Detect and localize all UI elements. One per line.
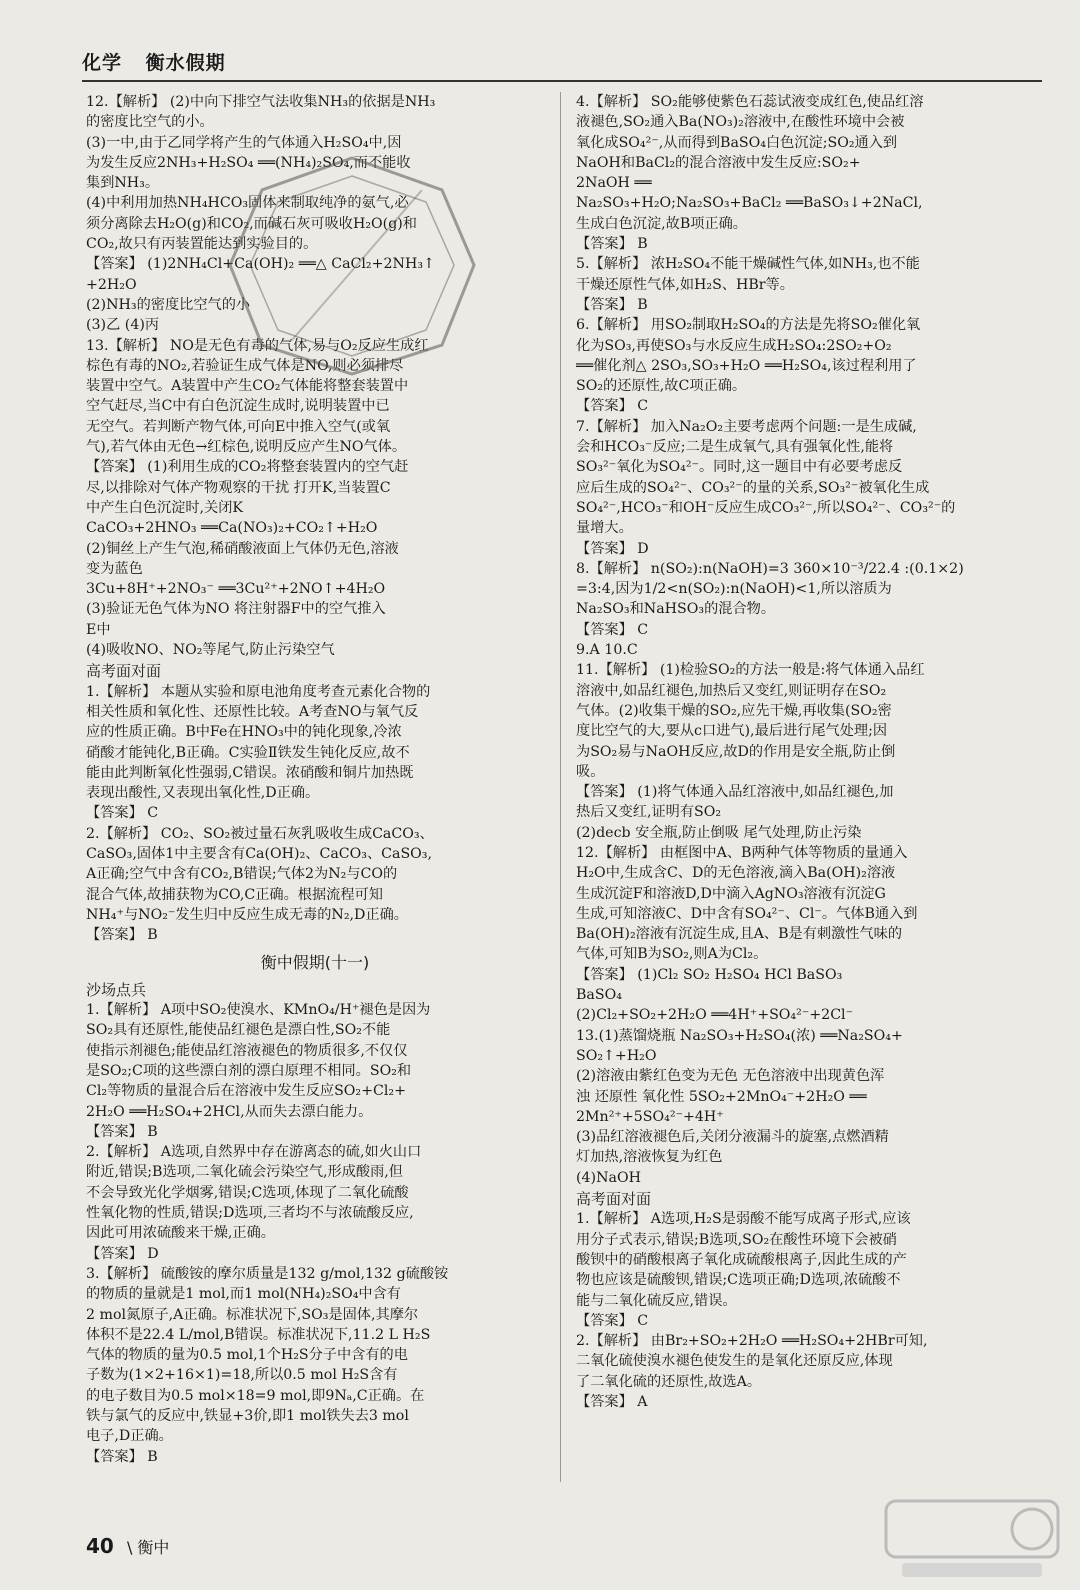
answer-block <box>86 824 544 946</box>
subject-label: 化学 <box>82 52 123 74</box>
answer-block <box>576 254 1034 315</box>
text-line: 气体,可知B为SO₂,则A为Cl₂。 <box>576 946 768 963</box>
text-line: 5.【解析】 浓H₂SO₄不能干燥碱性气体,如NH₃,也不能 <box>576 256 920 273</box>
section-heading: 高考面对面 <box>86 662 162 681</box>
left-column <box>86 92 544 1487</box>
answer-block <box>576 640 1034 660</box>
text-line: 能由此判断氧化性强弱,C错误。浓硝酸和铜片加热既 <box>86 764 414 781</box>
text-line: 须分离除去H₂O(g)和CO₂,而碱石灰可吸收H₂O(g)和 <box>86 215 417 232</box>
text-line: E中 <box>86 621 111 638</box>
text-line: 气体的物质的量为0.5 mol,1个H₂S分子中含有的电 <box>86 1347 408 1364</box>
text-line: 【答案】 B <box>576 296 648 313</box>
text-line: (2)铜丝上产生气泡,稀硝酸液面上气体仍无色,溶液 <box>86 540 399 557</box>
text-line: 【答案】 (1)Cl₂ SO₂ H₂SO₄ HCl BaSO₃ <box>576 966 843 983</box>
text-line: 尽,以排除对气体产物观察的干扰 打开K,当装置C <box>86 479 391 496</box>
text-line: 【答案】 D <box>576 540 649 557</box>
page-header <box>82 48 242 75</box>
text-line: 【答案】 C <box>576 1312 649 1329</box>
text-line: (2)溶液由紫红色变为无色 无色溶液中出现黄色浑 <box>576 1068 885 1085</box>
text-line: SO₂具有还原性,能使品红褪色是漂白性,SO₂不能 <box>86 1022 391 1039</box>
text-line: 附近,错误;B选项,二氧化硫会污染空气,形成酸雨,但 <box>86 1164 403 1181</box>
text-line: SO₂↑+H₂O <box>576 1047 657 1064</box>
text-line: ══催化剂△ 2SO₃,SO₃+H₂O ══H₂SO₄,该过程利用了 <box>576 357 917 374</box>
text-line: 1.【解析】 A项中SO₂使溴水、KMnO₄/H⁺褪色是因为 <box>86 1002 431 1019</box>
text-line: (2)Cl₂+SO₂+2H₂O ══4H⁺+SO₄²⁻+2Cl⁻ <box>576 1007 854 1024</box>
text-line: 12.【解析】 由框图中A、B两种气体等物质的量通入 <box>576 844 908 861</box>
watermark-logo <box>882 1495 1062 1585</box>
answer-block <box>86 1142 544 1264</box>
text-line: Ba(OH)₂溶液有沉淀生成,且A、B是有刺激性气味的 <box>576 926 903 943</box>
text-line: 4.【解析】 SO₂能够使紫色石蕊试液变成红色,使品红溶 <box>576 94 924 110</box>
text-line: 12.【解析】 (2)中向下排空气法收集NH₃的依据是NH₃ <box>86 94 436 110</box>
text-line: 集到NH₃。 <box>86 175 160 192</box>
text-line: 2Mn²⁺+5SO₄²⁻+4H⁺ <box>576 1108 724 1125</box>
text-line: Na₂SO₃+H₂O;Na₂SO₃+BaCl₂ ══BaSO₃↓+2NaCl, <box>576 195 923 212</box>
answer-block <box>86 457 544 660</box>
text-line: (4)中利用加热NH₄HCO₃固体来制取纯净的氨气,必 <box>86 195 409 212</box>
text-line: 了二氧化硫的还原性,故选A。 <box>576 1373 762 1390</box>
text-line: 【答案】 (1)2NH₄Cl+Ca(OH)₂ ══△ CaCl₂+2NH₃↑ <box>86 256 435 273</box>
section-heading: 高考面对面 <box>576 1190 652 1209</box>
text-line: 中产生白色沉淀时,关闭K <box>86 499 243 516</box>
text-line: 为发生反应2NH₃+H₂SO₄ ══(NH₄)₂SO₄,而不能收 <box>86 154 411 171</box>
text-line: 【答案】 B <box>86 1448 158 1465</box>
answer-block <box>86 682 544 824</box>
text-line: 生成沉淀F和溶液D,D中滴入AgNO₃溶液有沉淀G <box>576 885 886 902</box>
text-line: 气),若气体由无色→红棕色,说明反应产生NO气体。 <box>86 439 407 456</box>
text-line: 会和HCO₃⁻反应;二是生成氧气,具有强氧化性,能将 <box>576 439 894 456</box>
answer-block <box>576 1026 1034 1188</box>
text-line: 【答案】 C <box>576 621 649 638</box>
text-line: 干燥还原性气体,如H₂S、HBr等。 <box>576 276 794 293</box>
answer-block <box>86 254 544 335</box>
book-title: 衡水假期 <box>145 52 226 74</box>
answer-block <box>86 336 544 458</box>
text-line: 浊 还原性 氧化性 5SO₂+2MnO₄⁻+2H₂O ══ <box>576 1088 867 1105</box>
text-line: 无空气。若判断产物气体,可向E中推入空气(或氧 <box>86 418 391 435</box>
text-line: 13.【解析】 NO是无色有毒的气体,易与O₂反应生成红 <box>86 337 429 354</box>
answer-block <box>576 315 1034 416</box>
text-line: 量增大。 <box>576 520 633 537</box>
text-line: 2H₂O ══H₂SO₄+2HCl,从而失去漂白能力。 <box>86 1103 373 1120</box>
text-line: CO₂,故只有丙装置能达到实验目的。 <box>86 236 318 253</box>
text-line: 气体。(2)收集干燥的SO₂,应先干燥,再收集(SO₂密 <box>576 702 892 719</box>
text-line: 3Cu+8H⁺+2NO₃⁻ ══3Cu²⁺+2NO↑+4H₂O <box>86 581 386 598</box>
text-line: CaSO₃,固体1中主要含有Ca(OH)₂、CaCO₃、CaSO₃, <box>86 845 433 862</box>
text-line: 【答案】 B <box>86 927 158 944</box>
text-line: 铁与氯气的反应中,铁显+3价,即1 mol铁失去3 mol <box>86 1408 409 1424</box>
text-line: 使指示剂褪色;能使品红溶液褪色的物质很多,不仅仅 <box>86 1042 408 1059</box>
text-line: (3)品红溶液褪色后,关闭分液漏斗的旋塞,点燃酒精 <box>576 1129 889 1146</box>
text-line: SO₃²⁻氧化为SO₄²⁻。同时,这一题目中有必要考虑反 <box>576 459 903 476</box>
answer-block <box>576 92 1034 254</box>
text-line: 2 mol氮原子,A正确。标准状况下,SO₃是固体,其摩尔 <box>86 1306 419 1323</box>
answer-block <box>576 1331 1034 1412</box>
text-line: 体积不是22.4 L/mol,B错误。标准状况下,11.2 L H₂S <box>86 1326 431 1343</box>
text-line: (4)NaOH <box>576 1169 641 1186</box>
answer-block <box>86 92 544 254</box>
text-line: 2NaOH ══ <box>576 175 652 192</box>
text-line: 装置中空气。A装置中产生CO₂气体能将整套装置中 <box>86 378 409 395</box>
text-line: 【答案】 C <box>576 398 649 415</box>
text-line: 氧化成SO₄²⁻,从而得到BaSO₄白色沉淀;SO₂通入到 <box>576 134 898 151</box>
column-divider <box>560 92 561 1482</box>
text-line: 性氧化物的性质,错误;D选项,三者均不与浓硫酸反应, <box>86 1205 414 1222</box>
text-line: +2H₂O <box>86 276 137 293</box>
text-line: 为SO₂易与NaOH反应,故D的作用是安全瓶,防止倒 <box>576 743 896 760</box>
text-line: =3:4,因为1/2<n(SO₂):n(NaOH)<1,所以溶质为 <box>576 581 892 598</box>
text-line: 8.【解析】 n(SO₂):n(NaOH)=3 360×10⁻³/22.4 :(0.1×2) <box>576 560 964 577</box>
text-line: 【答案】 A <box>576 1394 648 1410</box>
text-line: SO₄²⁻,HCO₃⁻和OH⁻反应生成CO₃²⁻,所以SO₄²⁻、CO₃²⁻的 <box>576 499 956 516</box>
text-line: 1.【解析】 本题从实验和原电池角度考查元素化合物的 <box>86 683 431 700</box>
text-line: (4)吸收NO、NO₂等尾气,防止污染空气 <box>86 642 335 659</box>
footer-label: 衡中 <box>137 1538 170 1557</box>
text-line: 化为SO₃,再使SO₃与水反应生成H₂SO₄:2SO₂+O₂ <box>576 337 892 354</box>
text-line: 电子,D正确。 <box>86 1428 173 1445</box>
answer-block <box>86 1264 544 1467</box>
text-line: SO₂的还原性,故C项正确。 <box>576 378 747 395</box>
answer-block <box>576 843 1034 1026</box>
answer-block <box>576 417 1034 559</box>
text-line: 不会导致光化学烟雾,错误;C选项,体现了二氧化硫酸 <box>86 1184 409 1201</box>
text-line: (2)NH₃的密度比空气的小 <box>86 296 251 313</box>
text-line: 相关性质和氧化性、还原性比较。A考查NO与氧气反 <box>86 703 419 720</box>
text-line: 混合气体,故捕获物为CO,C正确。根据流程可知 <box>86 886 383 903</box>
text-line: BaSO₄ <box>576 987 622 1004</box>
text-line: 物也应该是硫酸钡,错误;C选项正确;D选项,浓硫酸不 <box>576 1272 901 1289</box>
text-line: 用分子式表示,错误;B选项,SO₂在酸性环境下会被硝 <box>576 1231 897 1248</box>
text-line: 吸。 <box>576 763 605 780</box>
text-line: 酸钡中的硝酸根离子氧化成硫酸根离子,因此生成的产 <box>576 1251 907 1268</box>
text-line: A正确;空气中含有CO₂,B错误;气体2为N₂与CO的 <box>86 866 398 883</box>
text-line: 空气赶尽,当C中有白色沉淀生成时,说明装置中已 <box>86 398 390 415</box>
text-line: NH₄⁺与NO₂⁻发生归中反应生成无毒的N₂,D正确。 <box>86 906 408 923</box>
text-line: 2.【解析】 由Br₂+SO₂+2H₂O ══H₂SO₄+2HBr可知, <box>576 1333 928 1350</box>
answer-block <box>576 559 1034 640</box>
text-line: 6.【解析】 用SO₂制取H₂SO₄的方法是先将SO₂催化氧 <box>576 317 921 334</box>
text-line: 的密度比空气的小。 <box>86 114 214 131</box>
text-line: 【答案】 (1)将气体通入品红溶液中,如品红褪色,加 <box>576 784 894 801</box>
text-line: 度比空气的大,要从c口进气),最后进行尾气处理;因 <box>576 723 888 740</box>
text-line: 生成,可知溶液C、D中含有SO₄²⁻、Cl⁻。气体B通入到 <box>576 905 918 922</box>
page-footer <box>86 1534 169 1558</box>
text-line: 13.(1)蒸馏烧瓶 Na₂SO₃+H₂SO₄(浓) ══Na₂SO₄+ <box>576 1027 903 1044</box>
text-line: (3)验证无色气体为NO 将注射器F中的空气推入 <box>86 601 386 618</box>
text-line: 硝酸才能钝化,B正确。C实验Ⅱ铁发生钝化反应,故不 <box>86 744 410 761</box>
text-line: 【答案】 B <box>576 236 648 253</box>
text-line: CaCO₃+2HNO₃ ══Ca(NO₃)₂+CO₂↑+H₂O <box>86 520 378 537</box>
text-line: 的物质的量就是1 mol,而1 mol(NH₄)₂SO₄中含有 <box>86 1286 401 1303</box>
text-line: 溶液中,如品红褪色,加热后又变红,则证明存在SO₂ <box>576 682 887 699</box>
text-line: 1.【解析】 A选项,H₂S是弱酸不能写成离子形式,应该 <box>576 1211 911 1228</box>
text-line: 7.【解析】 加入Na₂O₂主要考虑两个问题:一是生成碱, <box>576 418 917 435</box>
text-line: 热后又变红,证明有SO₂ <box>576 804 722 821</box>
footer-separator: \ <box>126 1538 133 1557</box>
text-line: 11.【解析】 (1)检验SO₂的方法一般是:将气体通入品红 <box>576 662 925 679</box>
text-line: 2.【解析】 A选项,自然界中存在游离态的硫,如火山口 <box>86 1144 422 1161</box>
text-line: 的电子数目为0.5 mol×18=9 mol,即9Nₐ,C正确。在 <box>86 1387 425 1404</box>
text-line: 2.【解析】 CO₂、SO₂被过量石灰乳吸收生成CaCO₃、 <box>86 825 434 842</box>
text-line: 【答案】 B <box>86 1123 158 1140</box>
text-line: 能与二氧化硫反应,错误。 <box>576 1292 737 1309</box>
text-line: 应后生成的SO₄²⁻、CO₃²⁻的量的关系,SO₃²⁻被氧化生成 <box>576 479 930 496</box>
text-line: 【答案】 D <box>86 1245 159 1262</box>
text-line: 液褪色,SO₂通入Ba(NO₃)₂溶液中,在酸性环境中会被 <box>576 114 905 131</box>
answer-block <box>576 1209 1034 1331</box>
answer-block <box>86 1000 544 1142</box>
text-line: Na₂SO₃和NaHSO₃的混合物。 <box>576 601 776 618</box>
text-line: Cl₂等物质的量混合后在溶液中发生反应SO₂+Cl₂+ <box>86 1083 406 1100</box>
page-number: 40 <box>86 1534 114 1558</box>
text-line: 二氧化硫使溴水褪色使发生的是氧化还原反应,体现 <box>576 1353 893 1370</box>
text-line: 【答案】 C <box>86 805 159 822</box>
text-line: 【答案】 (1)利用生成的CO₂将整套装置内的空气赶 <box>86 459 409 476</box>
text-line: H₂O中,生成含C、D的无色溶液,滴入Ba(OH)₂溶液 <box>576 865 896 882</box>
text-line: 子数为(1×2+16×1)=18,所以0.5 mol H₂S含有 <box>86 1367 398 1384</box>
text-line: (2)decb 安全瓶,防止倒吸 尾气处理,防止污染 <box>576 824 862 841</box>
text-line: 是SO₂;C项的这些漂白剂的漂白原理不相同。SO₂和 <box>86 1062 412 1079</box>
text-line: (3)一中,由于乙同学将产生的气体通入H₂SO₄中,因 <box>86 134 402 151</box>
text-line: 9.A 10.C <box>576 642 638 659</box>
text-line: 应的性质正确。B中Fe在HNO₃中的钝化现象,冷浓 <box>86 724 402 741</box>
right-column <box>576 92 1034 1487</box>
answer-block <box>576 660 1034 843</box>
text-line: NaOH和BaCl₂的混合溶液中发生反应:SO₂+ <box>576 154 861 171</box>
text-line: 棕色有毒的NO₂,若验证生成气体是NO,则必须排尽 <box>86 357 404 374</box>
text-line: 灯加热,溶液恢复为红色 <box>576 1149 723 1166</box>
text-line: 变为蓝色 <box>86 560 143 577</box>
text-line: 表现出酸性,又表现出氧化性,D正确。 <box>86 785 320 802</box>
text-line: (3)乙 (4)丙 <box>86 317 160 334</box>
chapter-title: 衡中假期(十一) <box>260 953 370 973</box>
text-line: 生成白色沉淀,故B项正确。 <box>576 215 747 232</box>
header-rule <box>82 80 1042 82</box>
text-line: 3.【解析】 硫酸铵的摩尔质量是132 g/mol,132 g硫酸铵 <box>86 1265 449 1282</box>
text-line: 因此可用浓硫酸来干燥,正确。 <box>86 1225 275 1242</box>
section-heading: 沙场点兵 <box>86 980 147 999</box>
